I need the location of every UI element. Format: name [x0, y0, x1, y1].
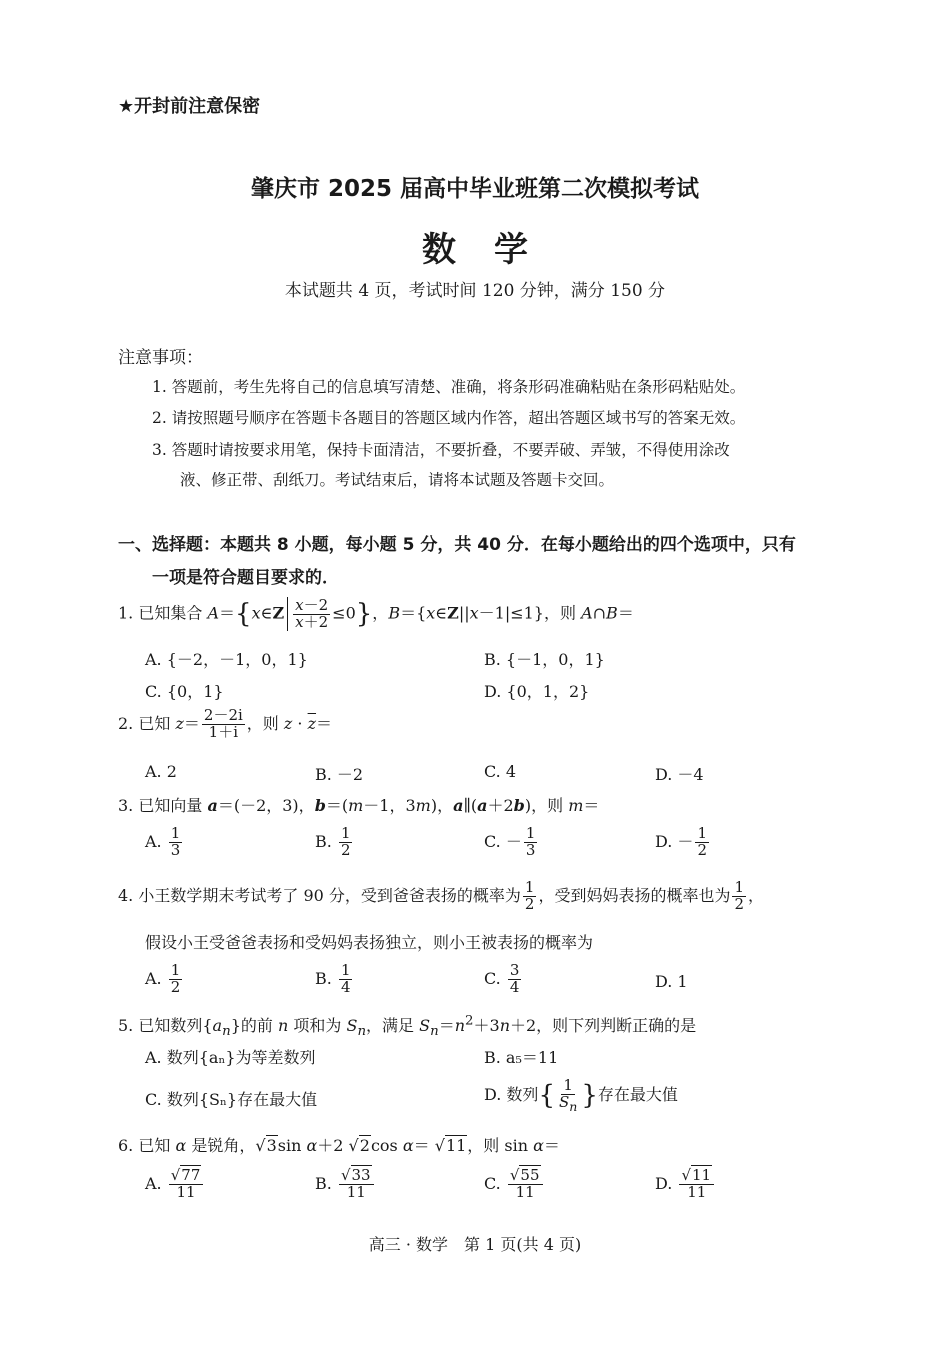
- page-footer: 高三 · 数学 第 1 页(共 4 页): [368, 1235, 582, 1254]
- subject-title: 数学: [422, 230, 566, 270]
- question-number: 3.: [118, 796, 134, 815]
- question-5: 5. 已知数列$\{a_n\}$的前 n 项和为 $S_n$，满足 $S_n=n^2+3n+2$，则下列判断正确的是: [118, 1013, 697, 1040]
- option-a: A. {－2，－1，0，1}: [145, 650, 308, 669]
- question-4: 4. 小王数学期末考试考了 90 分，受到爸爸表扬的概率为 $\frac{1}{2}$ ，受到妈妈表扬的概率也为 $\frac{1}{2}$ ，: [118, 878, 765, 913]
- option-b: B. $\frac{1}{4}$: [315, 961, 351, 996]
- question-number: 4.: [118, 885, 134, 905]
- option-a: A. $\frac{√77}{11}$: [145, 1168, 205, 1201]
- exam-title: 肇庆市 2025 届高中毕业班第二次模拟考试: [250, 176, 700, 202]
- option-d: D. {0，1，2}: [484, 682, 590, 701]
- option-c: C. $\frac{√55}{11}$: [484, 1168, 545, 1201]
- question-4-line2: 假设小王受爸爸表扬和受妈妈表扬独立，则小王被表扬的概率为: [145, 933, 594, 952]
- option-d: D. $\frac{√11}{11}$: [655, 1168, 716, 1201]
- option-d: D. 数列{ $\frac{1}{S_n}$ }存在最大值: [484, 1076, 678, 1114]
- confidential-note: ★开封前注意保密: [118, 96, 261, 117]
- question-number: 5.: [118, 1016, 134, 1035]
- question-1: 1. 已知集合 A＝{x∈Z $\frac{x-2}{x+2}$ ≤0}，B＝{x∈Z||x－1|≤1}，则 A∩B＝: [118, 595, 634, 631]
- option-c: C. $\frac{3}{4}$: [484, 961, 520, 996]
- option-b: B. $\frac{√33}{11}$: [315, 1168, 376, 1201]
- notice-item: 2. 请按照题号顺序在答题卡各题目的答题区域内作答，超出答题区域书写的答案无效。: [152, 409, 746, 427]
- option-c: C. 4: [484, 762, 517, 781]
- exam-info: 本试题共 4 页，考试时间 120 分钟，满分 150 分: [284, 281, 666, 301]
- option-d: D. 1: [655, 972, 688, 991]
- option-a: A. 数列{aₙ}为等差数列: [145, 1048, 316, 1067]
- notice-heading: 注意事项：: [118, 348, 203, 368]
- question-number: 2.: [118, 713, 134, 733]
- option-d: D. － $\frac{1}{2}$: [655, 824, 707, 859]
- option-b: B. $\frac{1}{2}$: [315, 824, 351, 859]
- section-heading: 一、选择题：本题共 8 小题，每小题 5 分，共 40 分．在每小题给出的四个选项中，只有: [118, 535, 796, 555]
- notice-item: 1. 答题前，考生先将自己的信息填写清楚、准确，将条形码准确粘贴在条形码粘贴处。: [152, 378, 746, 396]
- option-a: A. 2: [145, 762, 177, 781]
- question-3: 3. 已知向量 a＝(－2，3)，b＝(m－1，3m)，a∥(a＋2b)，则 m＝: [118, 796, 600, 815]
- option-c: C. － $\frac{1}{3}$: [484, 824, 536, 859]
- question-6: 6. 已知 α 是锐角，√3sin α＋2 √2cos α＝ √11，则 sin α＝: [118, 1136, 560, 1155]
- option-c: C. {0，1}: [145, 682, 224, 701]
- notice-item: 液、修正带、刮纸刀。考试结束后，请将本试题及答题卡交回。: [180, 471, 615, 489]
- question-2: 2. 已知 z＝ $\frac{2-2i}{1+i}$ ，则 $z \cdot \overline{z}=$: [118, 706, 333, 741]
- option-b: B. {－1，0，1}: [484, 650, 605, 669]
- question-number: 6.: [118, 1136, 134, 1155]
- question-number: 1.: [118, 603, 134, 623]
- option-d: D. －4: [655, 765, 704, 784]
- option-b: B. －2: [315, 765, 364, 784]
- section-heading-cont: 一项是符合题目要求的．: [152, 568, 339, 588]
- option-c: C. 数列{Sₙ}存在最大值: [145, 1090, 318, 1109]
- notice-item: 3. 答题时请按要求用笔，保持卡面清洁，不要折叠，不要弄破、弄皱，不得使用涂改: [152, 441, 730, 459]
- option-b: B. a₅＝11: [484, 1048, 559, 1067]
- option-a: A. $\frac{1}{2}$: [145, 961, 181, 996]
- option-a: A. $\frac{1}{3}$: [145, 824, 181, 859]
